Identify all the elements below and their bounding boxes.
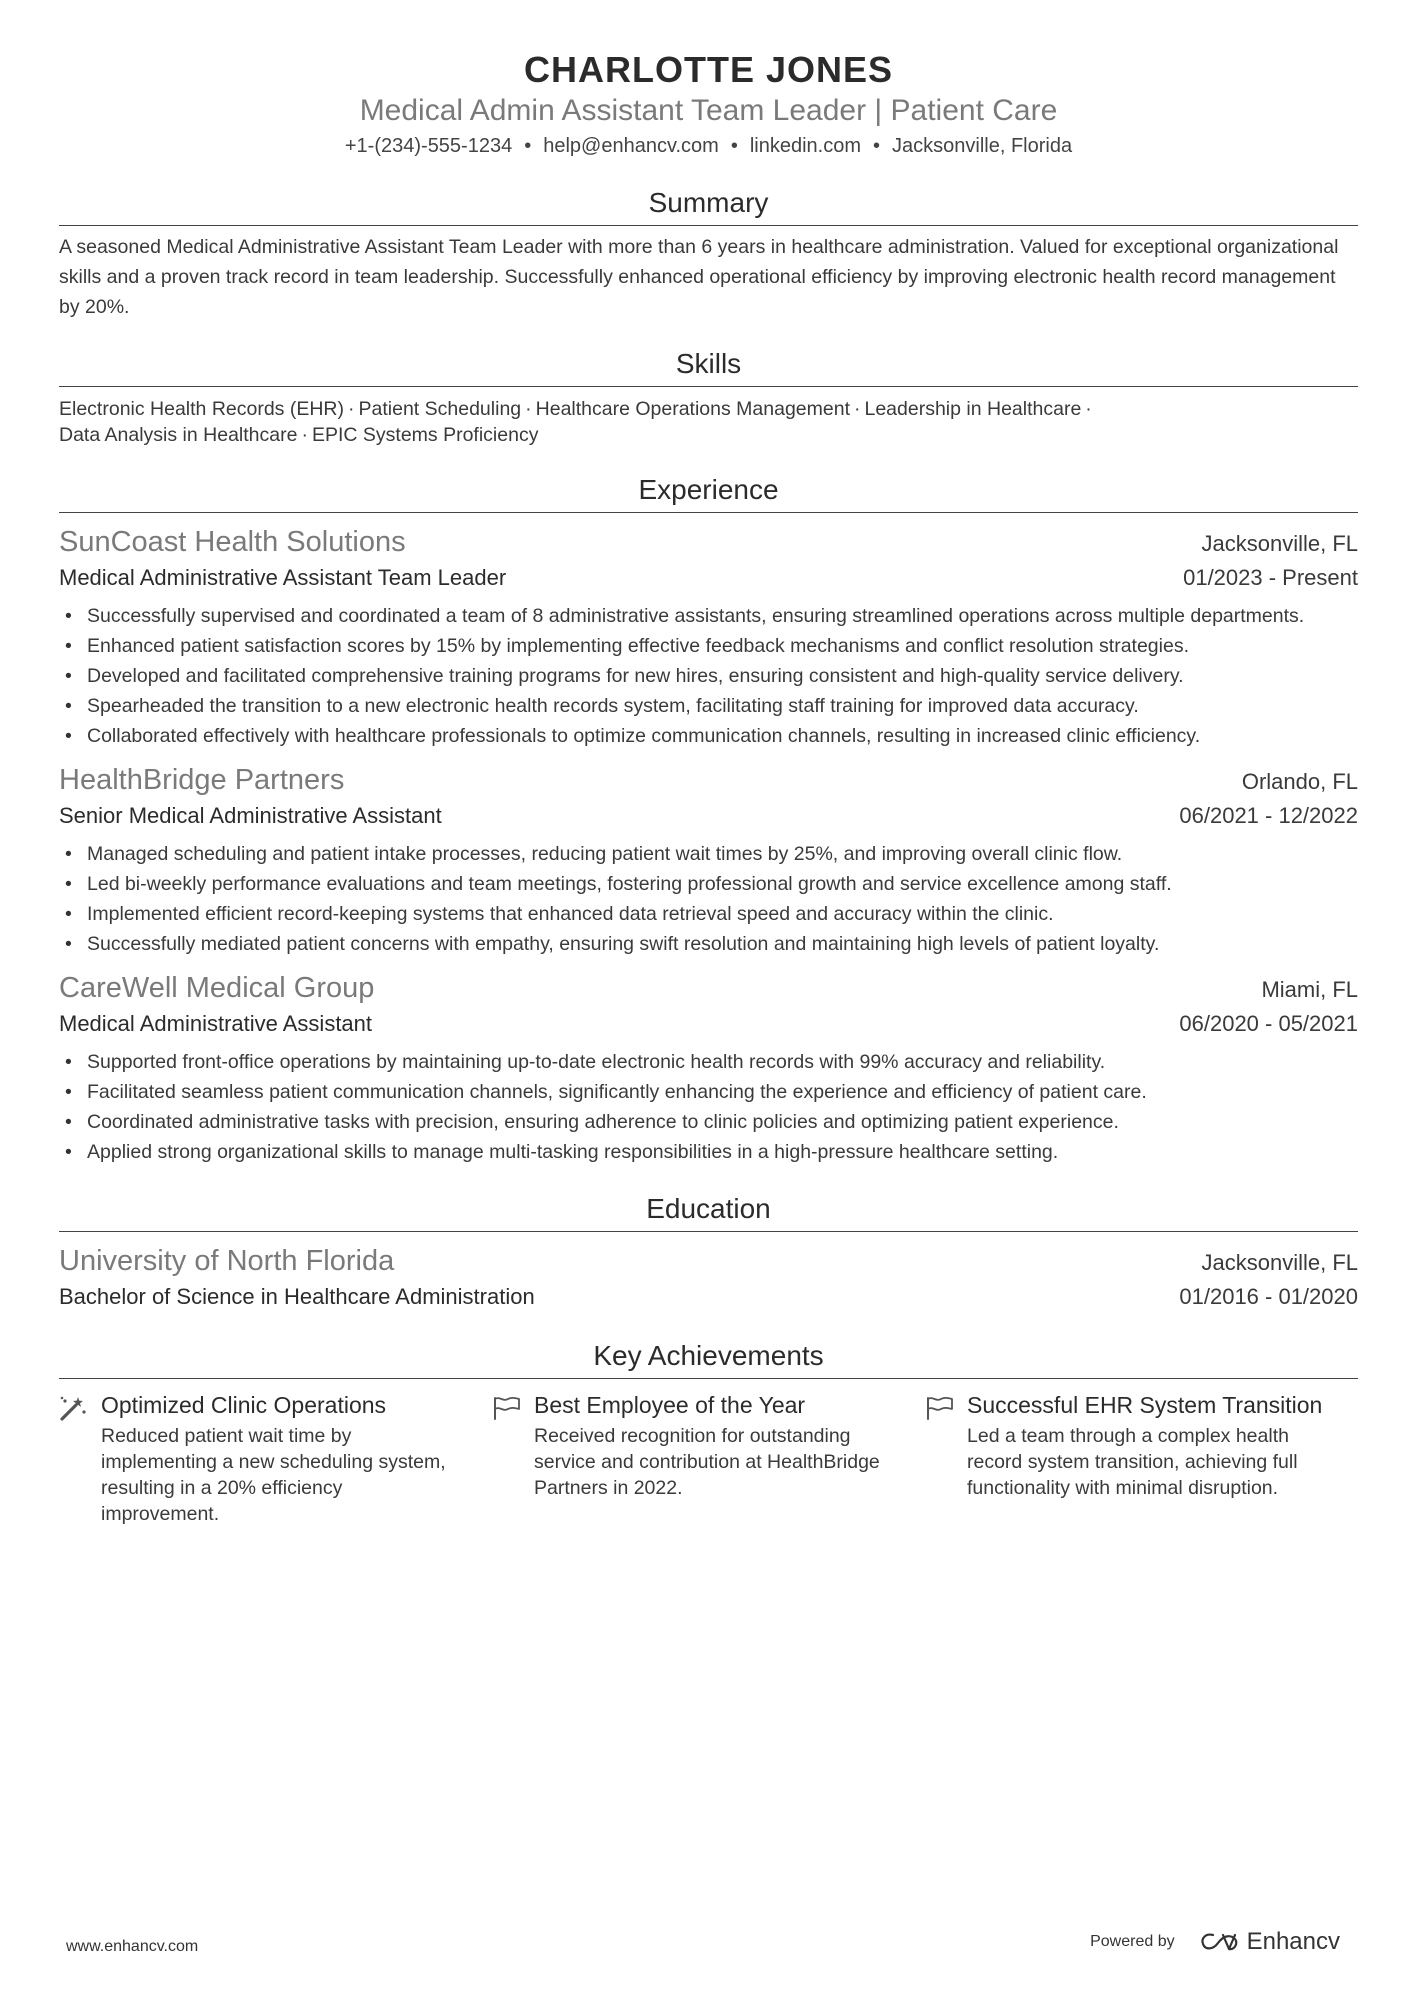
bullet-item: • Facilitated seamless patient communication channels, significantly enhancing the experience and efficiency of patient care. xyxy=(59,1077,1358,1107)
education-dates: 01/2016 - 01/2020 xyxy=(1179,1284,1358,1309)
skill-item: Patient Scheduling xyxy=(358,398,522,420)
footer-branding xyxy=(1090,1928,1340,1956)
powered-by-text: Powered by xyxy=(1090,1933,1175,1950)
section-heading-experience: Experience xyxy=(59,470,1358,513)
skill-separator: · xyxy=(1085,398,1092,420)
enhancv-logo-icon xyxy=(1199,1931,1239,1953)
bullet-item: • Coordinated administrative tasks with precision, ensuring adherence to clinic policies and optimizing patient experience. xyxy=(59,1107,1358,1137)
school-name: University of North Florida xyxy=(59,1245,395,1277)
linkedin-link[interactable]: linkedin.com xyxy=(749,135,862,157)
achievement-description: Received recognition for outstanding service and contribution at HealthBridge Partners in 2022. xyxy=(534,1425,880,1499)
job-location: Orlando, FL xyxy=(1241,769,1358,794)
job-dates: 06/2020 - 05/2021 xyxy=(1179,1011,1358,1036)
company-name: CareWell Medical Group xyxy=(59,972,375,1004)
skill-separator: · xyxy=(348,398,355,420)
skill-item: Healthcare Operations Management xyxy=(535,398,850,420)
resume-page xyxy=(59,48,1358,1527)
section-heading-education: Education xyxy=(59,1189,1358,1232)
job-role: Senior Medical Administrative Assistant xyxy=(59,803,442,828)
achievements-section xyxy=(59,1336,1358,1527)
bullet-item: • Implemented efficient record-keeping systems that enhanced data retrieval speed and accuracy within the clinic. xyxy=(59,899,1358,929)
section-heading-summary: Summary xyxy=(59,183,1358,226)
experience-entry xyxy=(59,969,1358,1167)
achievement-title: Best Employee of the Year xyxy=(534,1392,806,1418)
school-location: Jacksonville, FL xyxy=(1201,1250,1358,1275)
job-role: Medical Administrative Assistant Team Leader xyxy=(59,565,507,590)
achievement-description: Reduced patient wait time by implementing a new scheduling system, resulting in a 20% efficiency improvement. xyxy=(101,1425,446,1525)
enhancv-logo[interactable] xyxy=(1199,1928,1340,1956)
bullet-item: • Successfully supervised and coordinated a team of 8 administrative assistants, ensuring streamlined operations across multiple departments. xyxy=(59,601,1358,631)
candidate-title: Medical Admin Assistant Team Leader | Patient Care xyxy=(359,94,1058,127)
skill-separator: · xyxy=(301,424,308,446)
summary-section xyxy=(59,183,1358,322)
job-bullets xyxy=(59,839,1358,959)
achievement-item xyxy=(492,1391,925,1527)
company-name: SunCoast Health Solutions xyxy=(59,526,406,558)
skill-item: Electronic Health Records (EHR) xyxy=(59,398,345,420)
bullet-item: • Supported front-office operations by maintaining up-to-date electronic health records with 99% accuracy and reliability. xyxy=(59,1047,1358,1077)
company-name: HealthBridge Partners xyxy=(59,764,345,796)
brand-name: Enhancv xyxy=(1246,1928,1340,1955)
candidate-name: CHARLOTTE JONES xyxy=(523,49,894,90)
degree: Bachelor of Science in Healthcare Administration xyxy=(59,1284,535,1309)
phone: +1-(234)-555-1234 xyxy=(344,135,513,157)
job-role: Medical Administrative Assistant xyxy=(59,1011,373,1036)
summary-text: A seasoned Medical Administrative Assistant Team Leader with more than 6 years in healthcare administration. Valued for exceptional organizational skills and a proven track record in team leadership. Successfully enhanced operational efficiency by improving electronic health record management by 20%. xyxy=(59,236,1339,318)
contact-separator: • xyxy=(730,135,738,157)
magic-wand-icon xyxy=(59,1391,101,1527)
job-dates: 01/2023 - Present xyxy=(1183,565,1358,590)
flag-icon xyxy=(492,1391,534,1527)
skill-item: EPIC Systems Proficiency xyxy=(311,424,539,446)
email-link[interactable]: help@enhancv.com xyxy=(543,135,719,157)
job-dates: 06/2021 - 12/2022 xyxy=(1179,803,1358,828)
education-entry xyxy=(59,1242,1358,1314)
achievement-title: Optimized Clinic Operations xyxy=(101,1392,387,1418)
achievement-item xyxy=(925,1391,1358,1527)
skill-separator: · xyxy=(853,398,861,420)
resume-header xyxy=(59,48,1358,161)
section-heading-skills: Skills xyxy=(59,344,1358,387)
skill-item: Leadership in Healthcare xyxy=(864,398,1082,420)
job-location: Miami, FL xyxy=(1261,977,1358,1002)
job-bullets xyxy=(59,1047,1358,1167)
achievement-item xyxy=(59,1391,492,1527)
experience-entry xyxy=(59,761,1358,959)
job-location: Jacksonville, FL xyxy=(1201,531,1358,556)
contact-separator: • xyxy=(873,135,881,157)
bullet-item: • Enhanced patient satisfaction scores by 15% by implementing effective feedback mechanisms and conflict resolution strategies. xyxy=(59,631,1358,661)
bullet-item: • Applied strong organizational skills to manage multi-tasking responsibilities in a high-pressure healthcare setting. xyxy=(59,1137,1358,1167)
skills-section xyxy=(59,344,1358,448)
section-heading-achievements: Key Achievements xyxy=(59,1336,1358,1379)
flag-icon xyxy=(925,1391,967,1527)
experience-entry xyxy=(59,523,1358,751)
bullet-item: • Managed scheduling and patient intake processes, reducing patient wait times by 25%, and improving overall clinic flow. xyxy=(59,839,1358,869)
job-bullets xyxy=(59,601,1358,751)
skill-item: Data Analysis in Healthcare xyxy=(59,424,298,446)
education-section xyxy=(59,1189,1358,1314)
achievement-description: Led a team through a complex health record system transition, achieving full functionality with minimal disruption. xyxy=(967,1425,1298,1499)
contact-line xyxy=(59,131,1358,161)
contact-separator: • xyxy=(524,135,532,157)
skills-list xyxy=(59,396,1239,448)
experience-section xyxy=(59,470,1358,1167)
footer-website-link[interactable]: www.enhancv.com xyxy=(66,1938,199,1955)
bullet-item: • Developed and facilitated comprehensive training programs for new hires, ensuring consistent and high-quality service delivery. xyxy=(59,661,1358,691)
bullet-item: • Successfully mediated patient concerns with empathy, ensuring swift resolution and maintaining high levels of patient loyalty. xyxy=(59,929,1358,959)
skill-separator: · xyxy=(525,398,532,420)
achievements-grid xyxy=(59,1391,1358,1527)
bullet-item: • Led bi-weekly performance evaluations and team meetings, fostering professional growth and service excellence among staff. xyxy=(59,869,1358,899)
location: Jacksonville, Florida xyxy=(892,135,1073,157)
achievement-title: Successful EHR System Transition xyxy=(967,1392,1323,1418)
bullet-item: • Collaborated effectively with healthcare professionals to optimize communication channels, resulting in increased clinic efficiency. xyxy=(59,721,1358,751)
bullet-item: • Spearheaded the transition to a new electronic health records system, facilitating staff training for improved data accuracy. xyxy=(59,691,1358,721)
